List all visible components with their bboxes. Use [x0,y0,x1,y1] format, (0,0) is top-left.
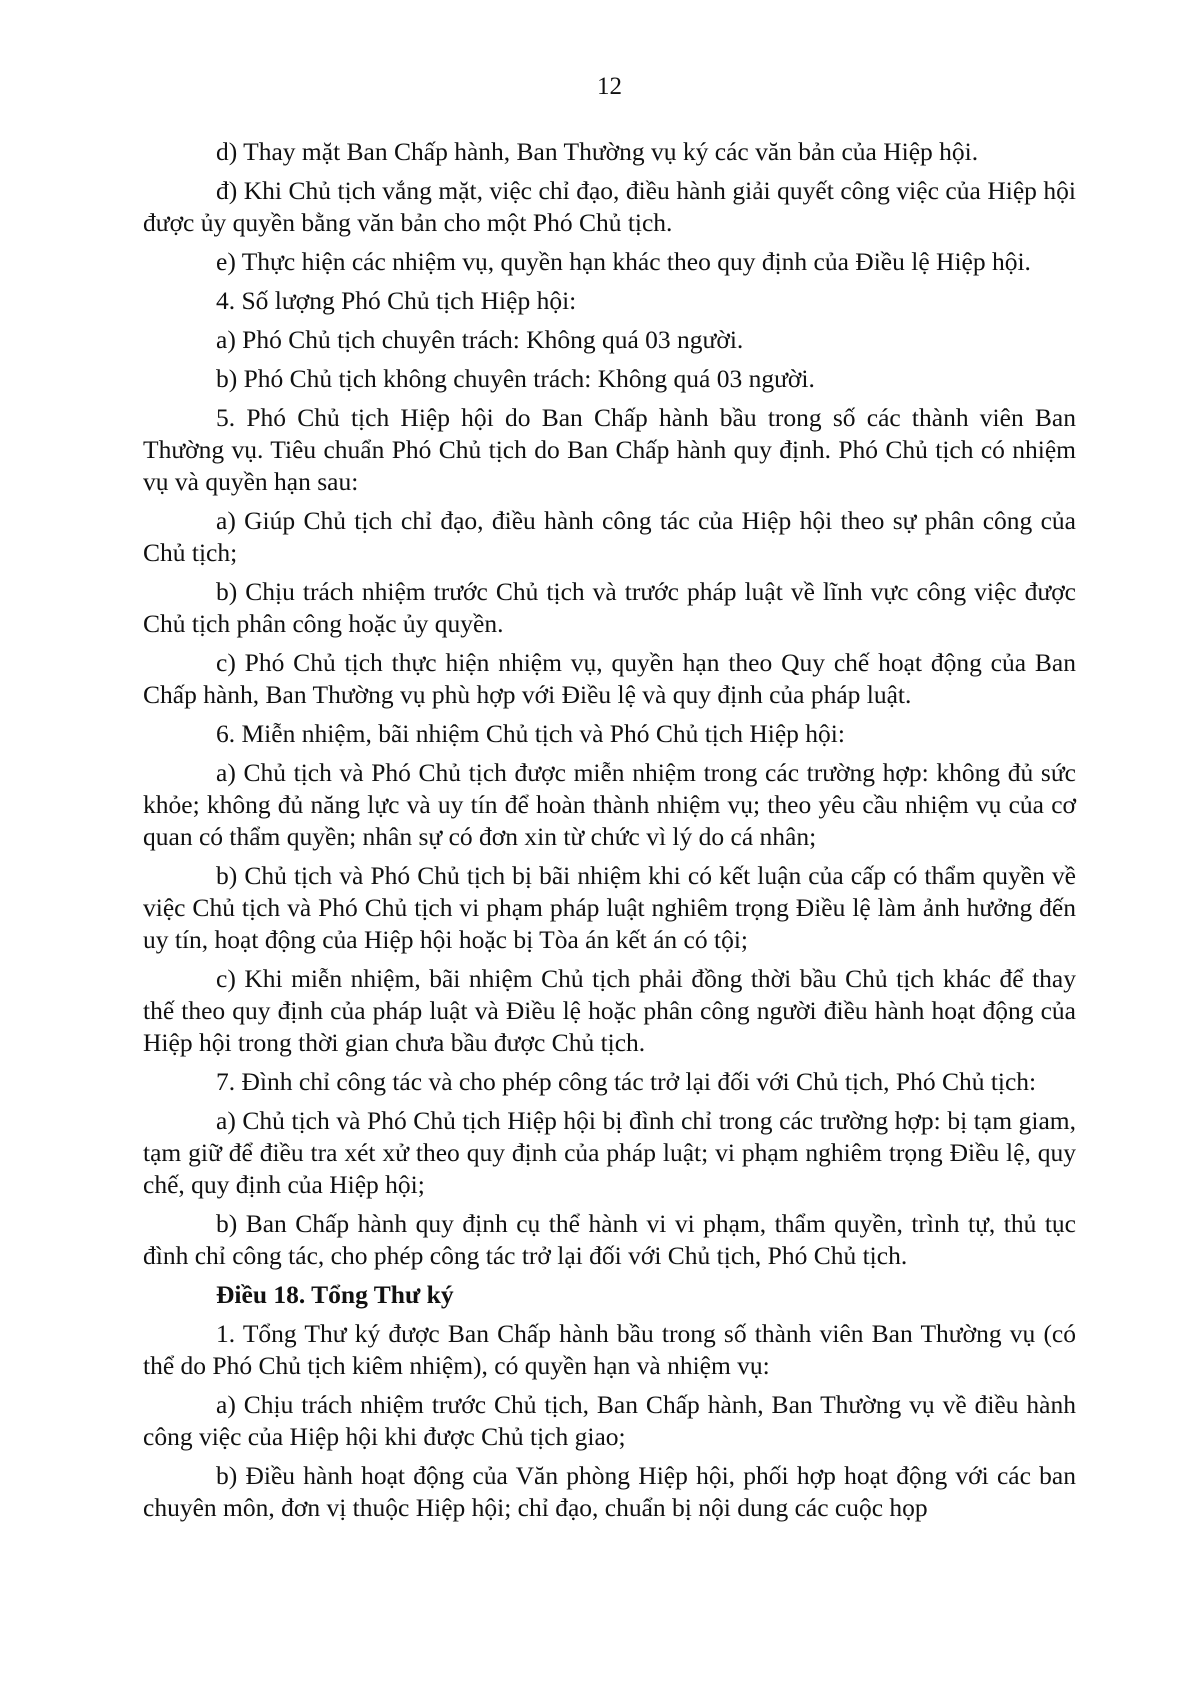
paragraph: 7. Đình chỉ công tác và cho phép công tác trở lại đối với Chủ tịch, Phó Chủ tịch: [216,1067,1037,1096]
paragraph: 6. Miễn nhiệm, bãi nhiệm Chủ tịch và Phó Chủ tịch Hiệp hội: [216,719,845,748]
article-heading: Điều 18. Tổng Thư ký [216,1280,454,1309]
paragraph: b) Chủ tịch và Phó Chủ tịch bị bãi nhiệm khi có kết luận của cấp có thẩm quyền về việc Chủ tịch và Phó Chủ tịch vi phạm pháp luật nghiêm trọng Điều lệ làm ảnh hưởng đến uy tín, hoạt động của Hiệp hội hoặc bị Tòa án kết án có tội; [143,861,1076,954]
paragraph: e) Thực hiện các nhiệm vụ, quyền hạn khác theo quy định của Điều lệ Hiệp hội. [216,247,1031,276]
paragraph: a) Chủ tịch và Phó Chủ tịch được miễn nhiệm trong các trường hợp: không đủ sức khỏe; không đủ năng lực và uy tín để hoàn thành nhiệm vụ; theo yêu cầu nhiệm vụ của cơ quan có thẩm quyền; nhân sự có đơn xin từ chức vì lý do cá nhân; [143,758,1076,851]
paragraph: c) Khi miễn nhiệm, bãi nhiệm Chủ tịch phải đồng thời bầu Chủ tịch khác để thay thế theo quy định của pháp luật và Điều lệ hoặc phân công người điều hành hoạt động của Hiệp hội trong thời gian chưa bầu được Chủ tịch. [143,964,1076,1057]
paragraph: 1. Tổng Thư ký được Ban Chấp hành bầu trong số thành viên Ban Thường vụ (có thể do Phó Chủ tịch kiêm nhiệm), có quyền hạn và nhiệm vụ: [143,1319,1076,1380]
paragraph: b) Chịu trách nhiệm trước Chủ tịch và trước pháp luật về lĩnh vực công việc được Chủ tịch phân công hoặc ủy quyền. [143,577,1076,638]
paragraph: d) Thay mặt Ban Chấp hành, Ban Thường vụ ký các văn bản của Hiệp hội. [216,137,979,166]
paragraph: b) Điều hành hoạt động của Văn phòng Hiệp hội, phối hợp hoạt động với các ban chuyên môn, đơn vị thuộc Hiệp hội; chỉ đạo, chuẩn bị nội dung các cuộc họp [143,1461,1076,1522]
paragraph: a) Chịu trách nhiệm trước Chủ tịch, Ban Chấp hành, Ban Thường vụ về điều hành công việc của Hiệp hội khi được Chủ tịch giao; [143,1390,1076,1451]
paragraph: 5. Phó Chủ tịch Hiệp hội do Ban Chấp hành bầu trong số các thành viên Ban Thường vụ. Tiêu chuẩn Phó Chủ tịch do Ban Chấp hành quy định. Phó Chủ tịch có nhiệm vụ và quyền hạn sau: [143,403,1076,496]
paragraph: c) Phó Chủ tịch thực hiện nhiệm vụ, quyền hạn theo Quy chế hoạt động của Ban Chấp hành, Ban Thường vụ phù hợp với Điều lệ và quy định của pháp luật. [143,648,1076,709]
paragraph: đ) Khi Chủ tịch vắng mặt, việc chỉ đạo, điều hành giải quyết công việc của Hiệp hội được ủy quyền bằng văn bản cho một Phó Chủ tịch. [143,176,1076,237]
paragraph: b) Phó Chủ tịch không chuyên trách: Không quá 03 người. [216,364,815,393]
paragraph: b) Ban Chấp hành quy định cụ thể hành vi vi phạm, thẩm quyền, trình tự, thủ tục đình chỉ công tác, cho phép công tác trở lại đối với Chủ tịch, Phó Chủ tịch. [143,1209,1076,1270]
paragraph: a) Chủ tịch và Phó Chủ tịch Hiệp hội bị đình chỉ trong các trường hợp: bị tạm giam, tạm giữ để điều tra xét xử theo quy định của pháp luật; vi phạm nghiêm trọng Điều lệ, quy chế, quy định của Hiệp hội; [143,1106,1076,1199]
paragraph: 4. Số lượng Phó Chủ tịch Hiệp hội: [216,286,577,315]
paragraph: a) Giúp Chủ tịch chỉ đạo, điều hành công tác của Hiệp hội theo sự phân công của Chủ tịch; [143,506,1076,567]
paragraph: a) Phó Chủ tịch chuyên trách: Không quá 03 người. [216,325,744,354]
document-body [143,136,1076,1531]
page-number: 12 [597,73,622,100]
